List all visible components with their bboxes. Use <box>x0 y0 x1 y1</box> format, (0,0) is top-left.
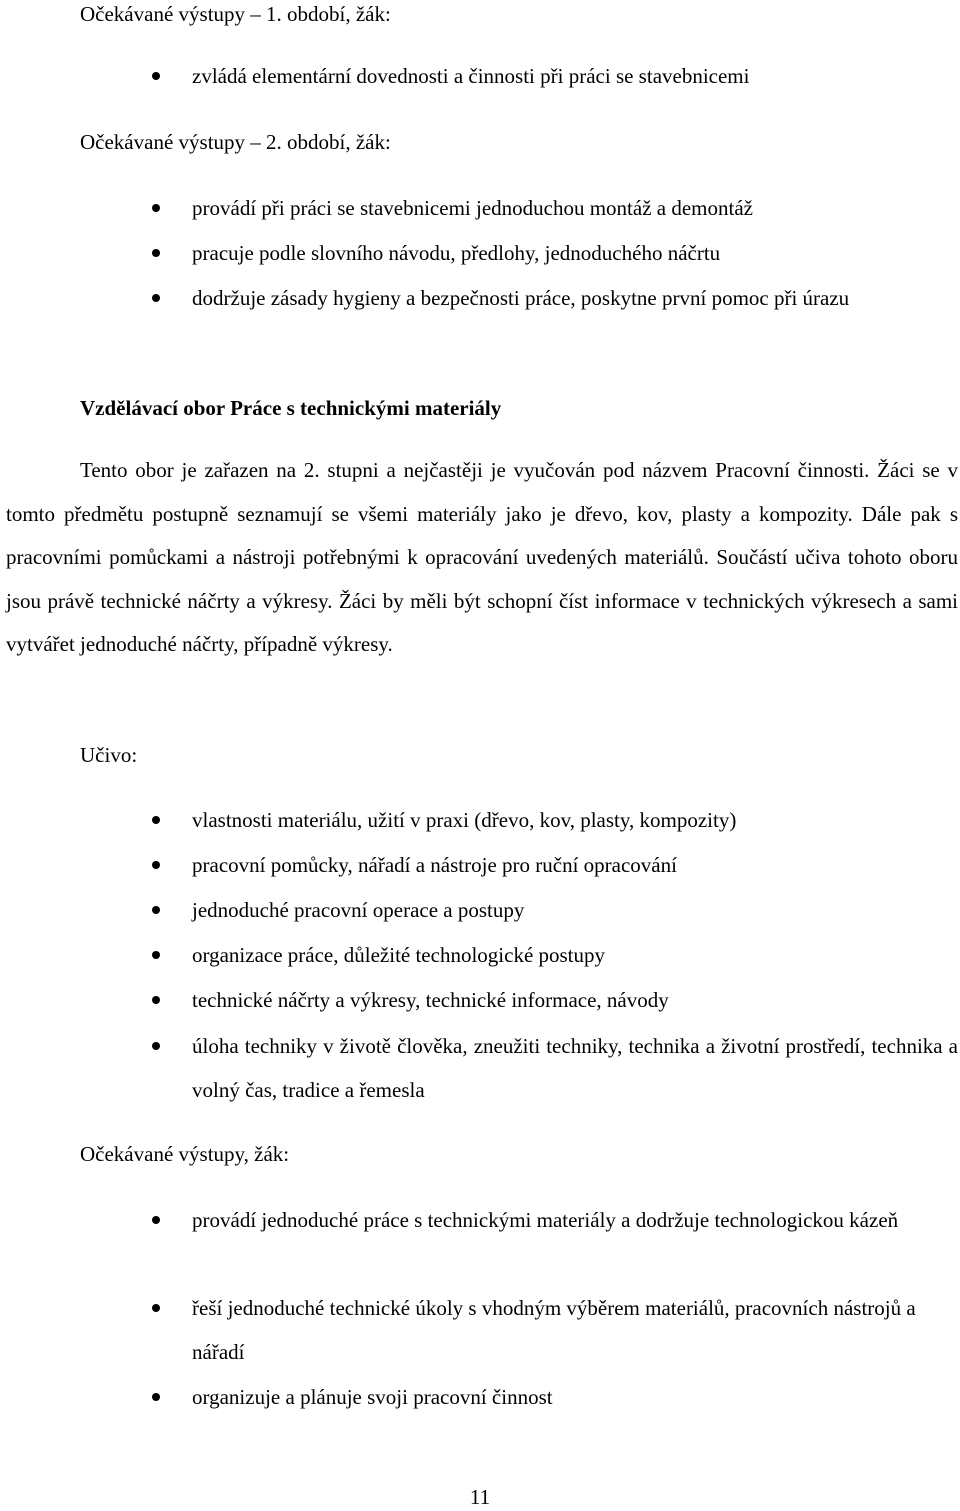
curriculum-item: technické náčrty a výkresy, technické informace, návody <box>192 988 669 1012</box>
curriculum-heading: Učivo: <box>80 743 138 767</box>
page-number: 11 <box>469 1485 491 1509</box>
field-title: Vzdělávací obor Práce s technickými materiály <box>80 396 502 420</box>
bullet-icon <box>152 1216 160 1224</box>
bullet-icon <box>152 204 160 212</box>
outcome-item: provádí jednoduché práce s technickými materiály a dodržuje technologickou kázeň <box>192 1208 899 1232</box>
bullet-icon <box>152 1393 160 1401</box>
outcome-item: provádí při práci se stavebnicemi jednoduchou montáž a demontáž <box>192 196 753 220</box>
bullet-icon <box>152 906 160 914</box>
curriculum-item: organizace práce, důležité technologické postupy <box>192 943 606 967</box>
field-description-paragraph <box>6 449 958 667</box>
outcome-item: pracuje podle slovního návodu, předlohy, jednoduchého náčrtu <box>192 241 721 265</box>
bullet-icon <box>152 294 160 302</box>
bullet-icon <box>152 1304 160 1312</box>
curriculum-item: pracovní pomůcky, nářadí a nástroje pro ruční opracování <box>192 853 677 877</box>
field-description-text: Tento obor je zařazen na 2. stupni a nejčastěji je vyučován pod názvem Pracovní činnosti. Žáci se v tomto předmětu postupně seznamují se všemi materiály jako je dřevo, kov, plasty a kompozity. Dále pak s pracovními pomůckami a nástroji potřebnými k opracování uvedených materiálů. Součástí učiva tohoto oboru jsou právě technické náčrty a výkresy. Žáci by měli být schopní číst informace v technických výkresech a sami vytvářet jednoduché náčrty, případně výkresy. <box>6 458 958 657</box>
outcome-item: řeší jednoduché technické úkoly s vhodným výběrem materiálů, pracovních nástrojů a nářadí <box>192 1296 916 1364</box>
bullet-icon <box>152 951 160 959</box>
bullet-icon <box>152 1042 160 1050</box>
outcome-item: organizuje a plánuje svoji pracovní činnost <box>192 1385 553 1409</box>
outcomes-period-2-heading: Očekávané výstupy – 2. období, žák: <box>80 130 391 154</box>
outcome-item: zvládá elementární dovednosti a činnosti při práci se stavebnicemi <box>192 64 750 88</box>
outcomes-heading: Očekávané výstupy, žák: <box>80 1142 290 1166</box>
curriculum-item: jednoduché pracovní operace a postupy <box>192 898 525 922</box>
curriculum-item: úloha techniky v životě člověka, zneužiti techniky, technika a životní prostředí, technika a volný čas, tradice a řemesla <box>192 1034 958 1102</box>
bullet-icon <box>152 861 160 869</box>
bullet-icon <box>152 72 160 80</box>
outcomes-period-1-heading: Očekávané výstupy – 1. období, žák: <box>80 2 391 26</box>
outcome-item: dodržuje zásady hygieny a bezpečnosti práce, poskytne první pomoc při úrazu <box>192 286 850 310</box>
bullet-icon <box>152 816 160 824</box>
bullet-icon <box>152 249 160 257</box>
curriculum-item: vlastnosti materiálu, užití v praxi (dřevo, kov, plasty, kompozity) <box>192 808 737 832</box>
bullet-icon <box>152 996 160 1004</box>
